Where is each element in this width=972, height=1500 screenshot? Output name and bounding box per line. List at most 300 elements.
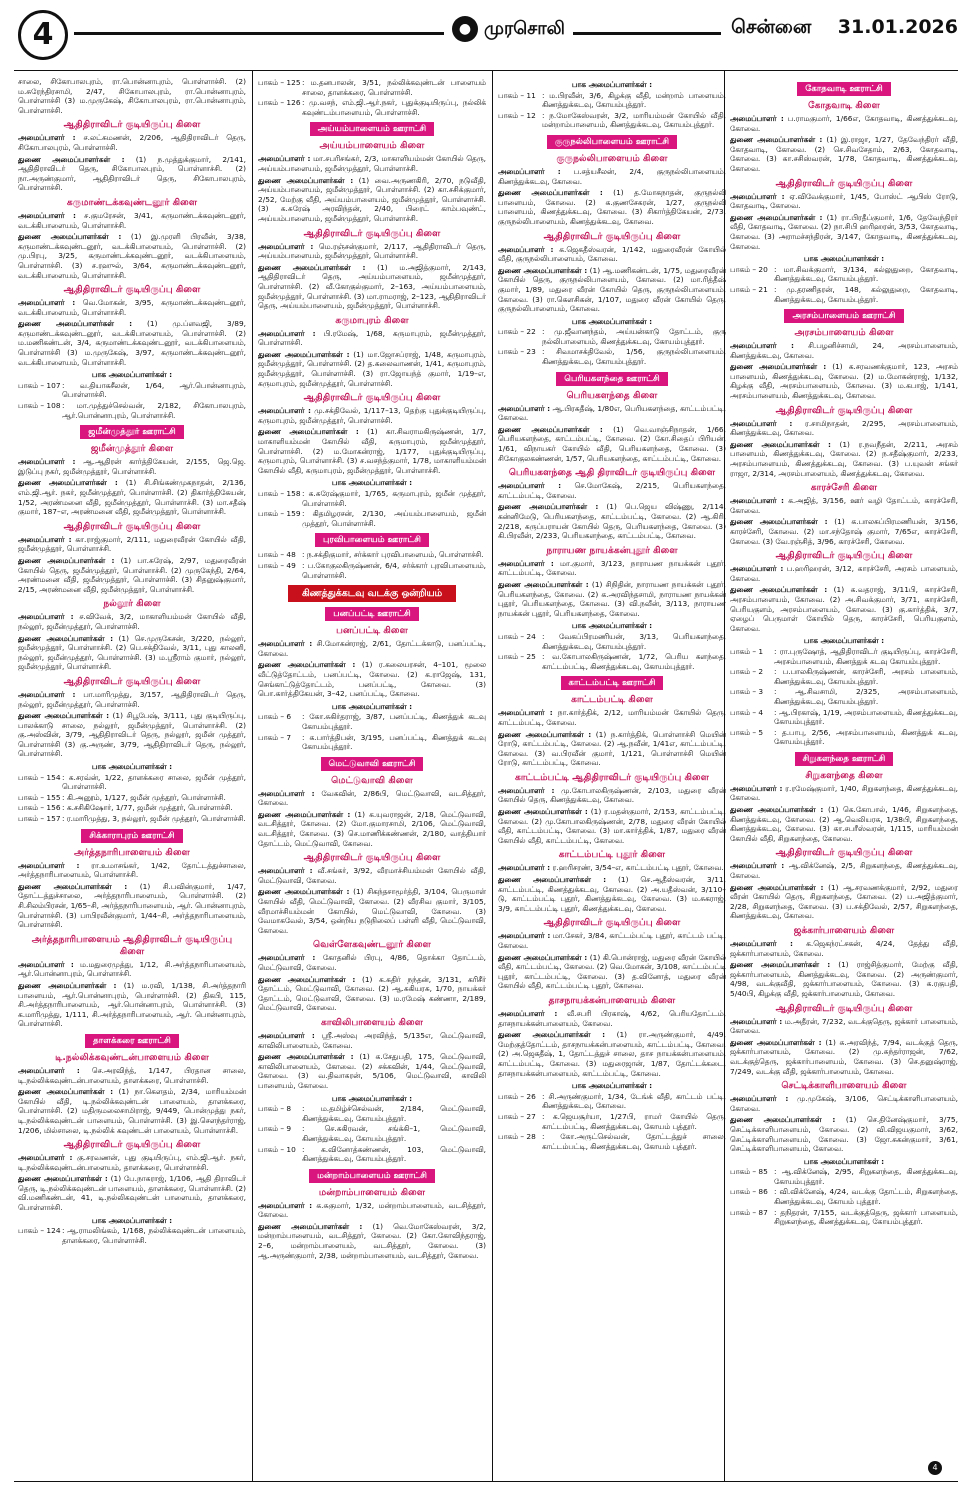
- member-details: (1) கி.பொன்ராஜ், மதுரை வீரன் கோயில் வீதி, காட்டம்பட்டி, கோவை. (2) வெ.மோகன், 3/108, காட்டம்பட்டி புதூர், காட்டம்பட்டி, கோவை. (3) த.வினோத், மதுரை வீரன் கோயில் வீதி, காட்டம்பட்டி புதூர், கோவை.: [498, 952, 726, 991]
- member-entry: [730, 135, 958, 173]
- ward-entry: [18, 381, 246, 400]
- heading-label: மெட்டுவாவி ஊராட்சி: [321, 757, 424, 771]
- city: சென்னை: [731, 16, 812, 38]
- member-details: (1) சிநிதின், நாராயண நாயக்கன் புதூர், பெரியகளந்தை, கோவை. (2) க.அரவிந்தசாமி, நாராயண நாயக்கன் புதூர், பெரியகளந்தை, கோவை. (3) வி.நவீன், 3/113, நாராயண நாயக்கன் புதூர், பெரியகளந்தை, கோவை.: [498, 579, 726, 618]
- ward-entry: [730, 708, 958, 727]
- heading-label: குருநல்லிபாளையம் ஊராட்சி: [547, 135, 677, 149]
- member-details: (1) க.யுவராஜன், 2/18, மெட்டுவாவி, வடசித்தூர், கோவை. (2) மோ.குமாரசாமி, 2/106, மெட்டுவாவி, வடசித்தூர், கோவை. (3) செ.மாணிக்கண்ணன், 2/180, வாத்தியார் தோட்டம், மெட்டுவாவி, கோவை.: [258, 809, 486, 848]
- ward-entry: [258, 489, 486, 508]
- branch-heading: கோதவாடி கிளை: [808, 100, 880, 111]
- ward-entry: [258, 78, 486, 97]
- member-details: மா.சபரிசங்கர், 2/3, மாகாளியம்மன் கோயில் தெரு, அய்யம்பாளையம், ஜமீன்முத்தூர், பொள்ளாச்சி.: [258, 154, 486, 173]
- ward-number: பாகம் – 28: [498, 1132, 536, 1142]
- member-entry: [730, 939, 958, 958]
- role-label: துணை அமைப்பாளர்கள் :: [18, 555, 115, 565]
- panchayat-heading: [498, 135, 726, 149]
- role-label: துணை அமைப்பாளர்கள் :: [730, 135, 823, 145]
- ward-number: பாகம் – 107: [18, 380, 61, 390]
- ward-number: பாகம் – 154: [18, 772, 61, 782]
- panchayat-heading: [498, 372, 726, 386]
- member-details: (1) க.சரவணக்குமார், 123, அரசம் பாளையம், கிணத்துக்கடவு, கோவை. (2) ம.மோகன்ராஜ், 1/132, கிழக்கு வீதி, அரசம்பாளையம், கோவை. (3) ம.கபாஜ், 1/141, அரசம்பாளையம், கிணத்துக்கடவு, கோவை.: [730, 362, 958, 401]
- ward-details: : க.சரவ்ன், 1/22, தாளக்கரை சாலை, ஜமீன் முத்தூர், பொள்ளாச்சி.: [62, 772, 246, 792]
- ward-entry: [258, 98, 486, 117]
- member-details: (1) பா.சுரேஷ், 2/97, மதுரைவீரன் கோயில் தெரு, ஜமீன்முத்தூர், பொள்ளாச்சி. (2) முருகேந்தி, 2/64, அரண்மனை வீதி, ஜமீன்முத்தூர், பொள்ளாச்சி. (3) சிதனுஷ்குமார், 2/15, அரண்மனை வீதி, ஜமீன்முத்தூர், பொள்ளாச்சி.: [18, 555, 246, 594]
- member-entry: [498, 188, 726, 226]
- ward-details: : மா.சிவக்குமார், 3/134, கல்லுதுறை, கோதவாடி, கிணத்துக்கடவு, கோயம்புத்தூர்.: [774, 264, 958, 284]
- role-label: அமைப்பாளர் :: [730, 341, 794, 351]
- member-entry: [18, 457, 246, 476]
- branch-heading: ஆதிதிராவிடர் குடியிருப்பு கிளை: [775, 177, 913, 189]
- member-entry: [498, 953, 726, 991]
- member-entry: [258, 660, 486, 698]
- ward-entry: [258, 1145, 486, 1164]
- member-details: ம.அதீரன், 7/232, வடக்குதெரு, ஜக்கார் பாளையம், கோவை.: [730, 1016, 958, 1036]
- member-entry: [498, 580, 726, 618]
- branch-heading: ஆதிதிராவிடர் குடியிருப்பு கிளை: [543, 917, 681, 929]
- branch-heading: ஆதிதிராவிடர் குடியிருப்பு கிளை: [63, 520, 201, 532]
- member-entry: [258, 263, 486, 311]
- ward-number: பாகம் – 159: [258, 509, 301, 519]
- ward-details: : ரா.புருஷோத், ஆதிதிராவிடர் குடியிருப்பு, காரச்சேரி, அரசம்பாளையம், கிணத்துக் கடவு கோயம்புத்தூர்.: [774, 646, 958, 666]
- member-entry: [258, 329, 486, 348]
- member-details: க.ஜெகந்ரட்சகன், 4/24, தேத்து வீதி, ஜக்கார்பாளையம், கோவை.: [730, 939, 958, 958]
- member-details: (1) இ.ராஜா, 1/27, தேவேந்திரர் வீதி, கோதவாடி, கோவை. (2) செ.சிவசேதாம், 2/63, கோதவாடி, கோவை. (3) கா.சசிஸ்வரன், 1/78, கோதவாடி, கிணத்துக்கடவு, கோவை.: [730, 135, 958, 173]
- member-entry: [498, 875, 726, 913]
- role-label: துணை அமைப்பாளர்கள் :: [730, 439, 832, 449]
- member-details: ஆ.ஆதிரன் கார்த்திகேயன், 2/155, ஜெ.ஜெ. இடுப்பு நகர், ஜமீன்முத்தூர், பொள்ளாச்சி.: [18, 457, 246, 476]
- role-label: அமைப்பாளர் :: [258, 866, 313, 876]
- member-details: (1) ந.கார்த்திக், பொள்ளாச்சி மெயின் ரோடு, காட்டம்பட்டி, கோவை. (2) ஆ.நவீன், 1/41எ, காட்டம்பட்டி, கோவை. (3) வ.பிரவீன் குமார், 1/121, பொள்ளாச்சி மெயின் ரோடு, காட்டம்பட்டி, கோவை.: [498, 729, 726, 768]
- ward-details: : வ.தியாகசீலன், 1/64, ஆர்.பொன்னாபுரம், பொள்ளாச்சி.: [62, 380, 246, 400]
- member-details: க.ஜெகதீஸ்வரன், 1/142, மதுரைவீரன் கோயில் வீதி, குருநல்லிபாளையம், கோவை.: [498, 244, 726, 264]
- ward-entry: [498, 1112, 726, 1131]
- paper-name: முரசொலி: [484, 17, 565, 39]
- member-entry: [498, 730, 726, 768]
- ward-entry: [498, 91, 726, 110]
- role-label: துணை அமைப்பாளர்கள் :: [498, 579, 589, 589]
- ward-details: : கோ.சுகிர்தராஜ், 3/87, பனப்பட்டி, கிணத்துக் கடவு கோயம்புத்தூர்.: [302, 712, 486, 731]
- ward-entry: [730, 687, 958, 706]
- member-entry: [498, 425, 726, 463]
- branch-heading: பெரியகளந்தை ஆதி திராவிடர் குடியிருப்பு கிளை: [508, 467, 716, 479]
- member-entry: [258, 427, 486, 475]
- member-details: வீ.சங்கர், 3/92, வீரமாச்சியம்மன் கோயில் வீதி, மெட்டுவாவி, கோவை.: [258, 866, 486, 885]
- ward-details: : ப.பாலகிருஷ்ணன், காரச்சேரி, அரசம் பாளையம், கிணத்துக்கடவு, கோயம்புத்தூர்.: [774, 667, 958, 686]
- branch-heading: மன்றாம்பாளையம் கிளை: [318, 1186, 426, 1198]
- branch-heading: ஜமீன்முத்தூர் கிளை: [90, 443, 174, 455]
- ward-number: பாகம் – 155: [18, 792, 61, 802]
- role-label: துணை அமைப்பாளர்கள் :: [730, 212, 823, 222]
- role-label: அமைப்பாளர் :: [498, 166, 561, 176]
- branch-heading: பனப்பட்டி கிளை: [336, 625, 408, 637]
- member-entry: [730, 1017, 958, 1036]
- branch-heading: ஆதிதிராவிடர் குடியிருப்பு கிளை: [63, 284, 201, 296]
- member-details: ப.சத்யசீலன், 2/4, குருநல்லிபாளையம், கிணத்துக்கடவு, கோவை.: [498, 166, 726, 186]
- role-label: அமைப்பாளர் :: [258, 154, 311, 164]
- column-2: [258, 77, 486, 1475]
- role-label: துணை அமைப்பாளர்கள் :: [258, 1052, 354, 1062]
- role-label: துணை அமைப்பாளர்கள் :: [498, 875, 607, 885]
- ward-number: பாகம் – 49: [258, 560, 296, 570]
- role-label: துணை அமைப்பாளர்கள் :: [498, 424, 603, 434]
- ward-number: பாகம் – 11: [498, 90, 536, 100]
- ward-number: பாகம் – 156: [18, 803, 61, 813]
- ward-entry: [730, 667, 958, 686]
- role-label: அமைப்பாளர் :: [498, 558, 554, 568]
- ward-entry: [498, 1092, 726, 1111]
- member-entry: [18, 155, 246, 193]
- ward-details: : ப.கோகுலகிருஷ்ணன், 6/4, சர்க்கார் புரவிபாளையம், பொள்ளாச்சி.: [302, 560, 486, 580]
- ward-entry: [498, 652, 726, 671]
- role-label: அமைப்பாளர் :: [730, 783, 783, 793]
- member-details: (1) க.சேதுபதி, 175, மெட்டுவாவி, காவிலிபாளையம், கோவை. (2) சக்கவின், 1/44, மெட்டுவாவி, கோவை. (3) வ.திவாகரன், 5/106, மெட்டுவாவி, காவிலி பாளையம், கோவை.: [258, 1052, 486, 1090]
- member-entry: [730, 341, 958, 360]
- member-entry: [18, 861, 246, 880]
- role-label: துணை அமைப்பாளர்கள் :: [730, 362, 827, 372]
- member-details: ச.குமரேசன், 3/41, கருமாண்டக்கவுண்டனூர், வடக்கிபாளையம், பொள்ளாச்சி.: [18, 210, 246, 230]
- branch-heading: கருமாண்டக்கவுண்டனூர் கிளை: [66, 196, 198, 208]
- ward-details: : கோ.அருட்செல்வன், தோட்டத்துச் சாலை, காட்டம்பட்டி, கிணத்துக்கடவு, கோயம் புத்தூர்.: [542, 1132, 726, 1151]
- ward-details: : மா.முத்துச்செல்வன், 2/182, சிகோபாலபுரம், ஆர்.பொன்னாபுரம், பொள்ளாச்சி.: [62, 401, 246, 420]
- member-entry: [498, 404, 726, 423]
- role-label: அமைப்பாளர் :: [258, 406, 311, 416]
- member-details: (1) க.கதிர் நந்தன், 3/131, கரிசீர் தோட்டம், மெட்டுவாவி, கோவை. (2) ஆ.சுகியரசு, 1/70, நாயக்கர் தோட்டம், மெட்டுவாவி, கோவை. (3) ம.ரமேஷ் கண்ணா, 2/189, மெட்டுவாவி, கோவை.: [258, 974, 486, 1013]
- ward-details: : ம.தனபாலன், 3/51, நல்லிக்கவுண்டன் பாளையம் சாலை, தாளக்கரை, பொள்ளாச்சி.: [302, 78, 486, 97]
- dateline: [721, 16, 958, 41]
- ward-entry: [498, 1132, 726, 1151]
- member-entry: [18, 319, 246, 367]
- member-details: (1) மு.ப்ளவஜி, 3/89, கருமாண்டக்கவுண்டனூர், வடக்கிபாளையம், பொள்ளாச்சி. (2) ம.மணிகண்டன், 3/4, கருமாண்டக்கவுண்டனூர், வடக்கிபாளையம், பொள்ளாச்சி (3) ம.முருகேஷ், 3/97, கருமாண்டக்கவுண்டனூர், வடக்கிபாளையம், பொள்ளாச்சி.: [18, 319, 246, 367]
- role-label: அமைப்பாளர் :: [498, 708, 553, 718]
- member-details: (1) சி.சிங்கண்முகநாதன், 2/136, எம்.ஜி.ஆர். நகர், ஜமீன்முத்தூர், பொள்ளாச்சி. (2) திகார்த்திகேயன், 1/52, அரண்மனை வீதி, ஜமீன்முத்தூர், பொள்ளாச்சி. (3) மா.சதீஷ் குமார், 187–எ, அரண்மனை வீதி, ஜமீன்முத்தூர், பொள்ளாச்சி.: [18, 478, 246, 517]
- heading-label: சிக்காராபுரம் ஊராட்சி: [81, 829, 182, 843]
- member-details: (1) கா.சிவராமகிருஷ்ணன், 1/7, மாகாளியம்மன் கோயில் வீதி, கருமாபுரம், ஜமீன்முத்தூர், பொள்ளாச்சி. (2) ம.மோகன்ராஜ், 1/177, புதுக்குடியிருப்பு, கருமாபுரம், பொள்ளாச்சி. (3) ச.வசந்த்குமார், 1/78, மாகாளியம்மன் கோயில் வீதி, கருமாபுரம், ஜமீன்முத்தூர், பொள்ளாச்சி.: [258, 427, 486, 475]
- member-entry: [258, 887, 486, 935]
- member-entry: [258, 1052, 486, 1090]
- member-details: (1) வெ.வாஞ்சிநாதன், 1/66, பெரியகளந்தை, காட்டம்பட்டி, கோவை. (2) கோ.சிதைப் பிரியன், 1/61, விநாயகர் கோயில் வீதி, பெரியகளந்தை, கோவை. (3) சிகோகுலகண்ணன், 1/57, பெரியகளந்தை, காட்டம்பட்டி, கோவை.: [498, 424, 726, 463]
- ward-number: பாகம் – 24: [498, 631, 536, 641]
- role-label: துணை அமைப்பாளர்கள் :: [730, 1115, 836, 1125]
- member-details: ச.விவேக், 3/2, மாகாளியம்மன் கோயில் வீதி, நல்லூர், ஜமீன்முத்தூர், பொள்ளாச்சி.: [18, 612, 246, 631]
- member-details: பா.மாரிமுத்து, 3/157, ஆதிதிராவிடர் தெரு, நல்லூர், ஜமீன்முத்தூர், பொள்ளாச்சி.: [18, 689, 246, 709]
- member-details: க.அஜித், 3/156, ஊர் வழி தோட்டம், காரச்சேரி, கோவை.: [730, 496, 958, 515]
- member-entry: [730, 883, 958, 921]
- ward-details: : ந.மோகேஸ்வரன், 3/2, மாரியம்மன் கோயில் வீதி, மன்றாம்பாளையம், கிணத்துக்கடவு, கோயம்புத்தூர்.: [542, 110, 726, 130]
- member-entry: [18, 1174, 246, 1212]
- branch-heading: குருநல்லிபாளையம் கிளை: [556, 152, 668, 164]
- member-entry: [730, 419, 958, 438]
- member-details: கா.ராஜ்குமார், 2/111, மதுரைவீரன் கோயில் வீதி, ஜமீன்முத்தூர், பொள்ளாச்சி.: [18, 534, 246, 554]
- role-label: அமைப்பாளர் :: [730, 496, 784, 506]
- member-entry: [730, 192, 958, 211]
- date: 31.01.2026: [837, 16, 958, 38]
- ward-number: பாகம் – 3: [730, 687, 764, 697]
- column-divider: [492, 71, 493, 1481]
- member-entry: [258, 350, 486, 388]
- heading-label: காட்டம்பட்டி ஊராட்சி: [561, 676, 664, 690]
- branch-heading: ஆதிதிராவிடர் குடியிருப்பு கிளை: [775, 404, 913, 416]
- branch-heading: ஆதிதிராவிடர் குடியிருப்பு கிளை: [775, 550, 913, 562]
- role-label: அமைப்பாளர் :: [18, 133, 76, 143]
- member-details: (1) கெ.கோபால், 1/46, சிறுகளந்தை, கிணத்துக்கடவு, கோவை. (2) ஆ.வெலியரசு, 1/38பி, சிறுகளந்தை, கிணத்துக்கடவு, கோவை. (3) கா.சபரீஸ்வரன், 1/115, மாரியம்மன் கோயில் வீதி, சிறுகளந்தை, கோவை.: [730, 805, 958, 843]
- ward-details: : மு.தரணிதரன், 148, கல்லுதுறை, கோதவாடி, கிணத்துக்கடவு, கோயம்புத்தூர்.: [774, 284, 958, 304]
- ward-entry: [498, 327, 726, 346]
- member-entry: [730, 1115, 958, 1153]
- ward-details: : க.சுரேஷ்குமார், 1/765, கருமாபுரம், ஜமீன் முத்தூர், பொள்ளாச்சி.: [302, 489, 486, 508]
- section-label: பாக அமைப்பாளர்கள் :: [91, 370, 173, 380]
- masthead: [14, 8, 958, 62]
- branch-heading: தாசநாயக்கன்பாளையம் கிளை: [548, 994, 676, 1006]
- member-details: (1) ரா.அருண்குமார், 4/49, மேற்குத்தோட்டம், தாசநாயக்கன்பாளையம், காட்டம்பட்டி, கோவை. (2) அ.ஜெகதீஷ், 1, தோட்டத்துச் சாலை, தாச நாயக்கன்பாளையம், காட்டம்பட்டி, கோவை. (3) மதுரைஜான், 1/87, தோட்டக்கடை, தாசநாயக்கன்பாளையம், காட்டம்பட்டி, கோவை.: [498, 1030, 726, 1078]
- ward-entry: [18, 773, 246, 792]
- role-label: அமைப்பாளர் :: [18, 298, 76, 308]
- ward-details: : க.வினோத்கண்ணன், 103, மெட்டுவாவி, கிணத்துக்கடவு, கோயம்புத்தூர்.: [302, 1144, 486, 1164]
- role-label: துணை அமைப்பாளர்கள் :: [258, 809, 351, 819]
- ward-entry: [18, 803, 246, 813]
- ward-number: பாகம் – 124: [18, 1226, 61, 1236]
- member-entry: [730, 440, 958, 478]
- ward-entry: [498, 111, 726, 130]
- heading-label: கோதவாடி ஊராட்சி: [797, 82, 891, 96]
- role-label: துணை அமைப்பாளர்கள் :: [498, 1030, 606, 1040]
- ward-details: : ஆ.பிரகாஷ், 1/19, அரசம்பாளையம், கிணத்துக்கடவு, கோயம்புத்தூர்.: [774, 707, 958, 727]
- role-label: அமைப்பாளர் :: [258, 1030, 315, 1040]
- role-label: அமைப்பாளர் :: [18, 612, 74, 622]
- member-entry: [18, 882, 246, 930]
- role-label: துணை அமைப்பாளர்கள் :: [730, 1037, 822, 1047]
- role-label: அமைப்பாளர் :: [730, 939, 793, 948]
- ward-number: பாகம் – 27: [498, 1111, 536, 1121]
- role-label: துணை அமைப்பாளர்கள் :: [730, 585, 828, 595]
- ward-number: பாகம் – 6: [258, 712, 292, 722]
- column-3: [498, 77, 726, 1475]
- ward-entry: [498, 347, 726, 366]
- role-label: துணை அமைப்பாளர்கள் :: [730, 805, 824, 815]
- ward-details: : மு.வசந், எம்.ஜி.ஆர்.நகர், புதுக்குடியிருப்பு, நல்லிக் கவுண்டம்பாளையம், பொள்ளாச்சி.: [302, 98, 486, 117]
- member-details: நா.கார்த்திக், 2/12, மாரியம்மன் கோயில் தெரு, காட்டம்பட்டி, கோவை.: [498, 708, 726, 727]
- role-label: அமைப்பாளர் :: [18, 1153, 73, 1163]
- role-label: துணை அமைப்பாளர்கள் :: [730, 517, 828, 527]
- section-label: பாக அமைப்பாளர்கள் :: [571, 621, 653, 631]
- ward-number: பாகம் – 157: [18, 814, 61, 824]
- role-label: துணை அமைப்பாளர்கள் :: [18, 980, 117, 990]
- member-details: சி.பழனிச்சாமி, 24, அரசம்பாளையம், கிணத்துக்கடவு, கோவை.: [730, 341, 958, 360]
- role-label: துணை அமைப்பாளர்கள் :: [498, 502, 599, 512]
- rooster-icon: ●: [452, 16, 478, 42]
- member-entry: [730, 585, 958, 633]
- ward-details: : வேகப்பிரமணியன், 3/13, பெரியகளந்தை, கிணத்துக்கடவு, கோயம்புத்தூர்.: [542, 631, 726, 651]
- member-entry: [258, 810, 486, 848]
- branch-heading: ஆதிதிராவிடர் குடியிருப்பு கிளை: [63, 119, 201, 131]
- member-details: வெ.மோகன், 3/95, கருமாண்டக்கவுண்டனூர், வடக்கிபாளையம், பொள்ளாச்சி.: [18, 298, 246, 317]
- member-details: க.சுகுமார், 1/32, மன்றாம்பாளையம், வடசித்தூர், கோவை.: [258, 1200, 486, 1220]
- role-label: துணை அமைப்பாளர்கள் :: [258, 887, 350, 897]
- member-entry: [258, 1031, 486, 1050]
- member-entry: [18, 690, 246, 709]
- role-label: துணை அமைப்பாளர்கள் :: [18, 154, 125, 164]
- member-entry: [498, 931, 726, 950]
- section-label: பாக அமைப்பாளர்கள் :: [803, 636, 885, 646]
- panchayat-heading: [730, 309, 958, 323]
- role-label: துணை அமைப்பாளர்கள் :: [498, 952, 588, 962]
- member-details: (1) ந.முத்துக்குமார், 2/141, ஆதிதிராவிடர் தெரு, சிகோபாலபுரம், பொள்ளாச்சி. (2) நா.அருண்குமார், ஆதிதிராவிடர் தெரு, சிகோபாலபுரம், பொள்ளாச்சி.: [18, 154, 246, 193]
- role-label: துணை அமைப்பாளர்கள் :: [258, 974, 356, 984]
- ward-details: : சிவமாசக்திவேல், 1/56, குருநல்லிபாளையம், கிணத்துக்கடவு, கோயம்புத்தூர்.: [542, 347, 726, 367]
- member-details: (1) சிபூபேஷ், 3/111, புது குடியிருப்பு, பாலக்காடு சாலை, நல்லூர், ஜமீன்முத்தூர், பொள்ளாச்சி. (2) கு.அஸ்வின், 3/79, ஆதிதிராவிடர் தெரு, நல்லூர், ஜமீன் முத்தூர், பொள்ளாச்சி (3) கு.அருண், 3/79, ஆதிதிராவிடர் தெரு, நல்லூர், பொள்ளாச்சி.: [18, 711, 246, 759]
- role-label: அமைப்பாளர் :: [730, 861, 785, 871]
- ward-entry: [730, 1187, 958, 1206]
- ward-number: பாகம் – 48: [258, 550, 296, 560]
- member-entry: [498, 266, 726, 314]
- member-entry: [18, 478, 246, 516]
- panchayat-heading: [18, 829, 246, 843]
- member-entry: [730, 496, 958, 515]
- ward-number: பாகம் – 26: [498, 1091, 536, 1101]
- member-details: மா.குமார், 3/123, நாராயண நாயக்கன் புதூர், காட்டம்பட்டி, கோவை.: [498, 558, 726, 578]
- role-label: அமைப்பாளர் :: [18, 1065, 80, 1075]
- member-details: (1) வெ.மோகேஸ்வரன், 3/2, மன்றாம்பாளையம், வடசித்தூர், கோவை. (2) கோ.கோவிந்தராஜ், 2–6, மன்றாம்பாளையம், வடசித்தூர், கோவை. (3) ஆ.அருண்குமார், 2/38, மன்றாம்பாளையம், வடசித்தூர், கோவை.: [258, 1221, 486, 1260]
- branch-heading: கருமாபுரம் கிளை: [335, 314, 409, 326]
- branch-heading: ஆதிதிராவிடர் குடியிருப்பு கிளை: [775, 847, 913, 859]
- ward-number: பாகம் – 87: [730, 1207, 768, 1217]
- branch-heading: டி.நல்லிக்கவுண்டன்பாளையம் கிளை: [55, 1051, 209, 1063]
- member-details: கோதனில் பிரபு, 4/86, தொக்கா தோட்டம், மெட்டுவாவி, கோவை.: [258, 953, 486, 972]
- member-details: (1) செ.தினேஷ்குமார், 3/75, செட்டிக்காளிபாளையம், கோவை. (2) வி.விஜயகுமார், 3/62, செட்டிக்காளிபாளையம், கோவை. (3) ஜோ.சுகன்குமார், 3/61, செட்டிக்காளிபாளையம், கோவை.: [730, 1115, 958, 1154]
- branch-heading: ஜக்கார்பாளையம் கிளை: [793, 925, 895, 936]
- ward-details: : தநிதரன், 7/155, வடக்குத்தெரு, ஜக்கார் பாளையம், சிறுகளந்தை, கிணத்துக்கடவு, கோயம்புத்தூர்.: [774, 1207, 958, 1227]
- member-entry: [498, 1009, 726, 1028]
- ward-details: : ந.சக்திகுமார், சர்க்கார் புரவிபாளையம், பொள்ளாச்சி.: [302, 550, 484, 560]
- member-details: ம.மதுரைமுத்து, 1/12, சி.அர்த்தநாரிபாளையம், ஆர்.பொன்னாபுரம், பொள்ளாச்சி.: [18, 959, 246, 979]
- ward-number: பாகம் – 5: [730, 727, 764, 737]
- member-entry: [18, 1087, 246, 1135]
- member-details: மு.கோபாலகிருஷ்ணன், 2/103, மதுரை வீரன் கோயில் தெரு, கிணத்துக்கடவு, கோவை.: [498, 785, 726, 805]
- member-entry: [258, 1201, 486, 1220]
- member-details: (1) ர.கலையரசன், 4–101, மூலை வீட்டுத்தோட்டம், பனப்பட்டி, கோவை. (2) க.ராஜேஷ், 131, செங்காட்டுத்தோட்டம், பனப்பட்டி, கோவை. (3) பொ.கார்த்திகேயன், 3–42, பனப்பட்டி, கோவை.: [258, 660, 486, 699]
- ward-number: பாகம் – 23: [498, 347, 536, 357]
- role-label: துணை அமைப்பாளர்கள் :: [18, 1087, 114, 1097]
- member-details: (1) சு.அரவிந்த், 7/94, வடக்குத் தெரு, ஜக்கார்பாளையம், கோவை. (2) மு.சுந்தர்ராஜன், 7/62, வடக்குத்தெரு, ஜக்கார்பாளையம், கோவை. (3) செ.தனுஷ்ராஜ், 7/249, வடக்கு வீதி, ஜக்கார்பாளையம், கோவை.: [730, 1037, 958, 1076]
- role-label: அமைப்பாளர் :: [730, 191, 785, 201]
- role-label: துணை அமைப்பாளர்கள் :: [730, 882, 824, 892]
- panchayat-heading: [18, 1034, 246, 1048]
- ward-entry: [18, 1226, 246, 1245]
- member-details: ஆ.பிரகதீஷ், 1/80எ, பெரியகளந்தை, காட்டம்பட்டி, கோவை.: [498, 403, 726, 423]
- member-entry: [258, 176, 486, 224]
- role-label: துணை அமைப்பாளர்கள் :: [18, 711, 110, 721]
- member-entry: [18, 556, 246, 594]
- ward-number: பாகம் – 22: [498, 327, 536, 337]
- member-details: ஆ.விக்னேஷ், 2/5, சிறுகளந்தை, கிணத்துக்கடவு, கோவை.: [730, 861, 958, 881]
- branch-heading: பெரியகளந்தை கிளை: [566, 389, 658, 401]
- member-entry: [730, 805, 958, 843]
- ward-entry: [498, 632, 726, 651]
- member-details: ச.லட்சுமணன், 2/206, ஆதிதிராவிடர் தெரு, சிகோபாலபுரம், பொள்ளாச்சி.: [18, 133, 246, 152]
- member-entry: [730, 213, 958, 251]
- member-details: மா.சேகர், 3/84, காட்டம்பட்டி புதூர், காட்டம் பட்டி, கோவை.: [498, 931, 726, 950]
- member-entry: [730, 1038, 958, 1076]
- role-label: அமைப்பாளர் :: [258, 1200, 313, 1210]
- panchayat-heading: [498, 676, 726, 690]
- member-entry: [498, 863, 726, 873]
- section-label: பாக அமைப்பாளர்கள் :: [571, 1081, 653, 1091]
- ward-entry: [258, 1124, 486, 1143]
- member-details: கு.சரவணன், புது குடியிருப்பு, எம்.ஜி.ஆர். நகர், டி.நல்லிக்கவுண்டன்பாளையம், தாளக்கரை, பொள்ளாச்சி.: [18, 1153, 246, 1172]
- member-entry: [18, 711, 246, 759]
- member-entry: [18, 1153, 246, 1172]
- member-details: சி.மோகன்ராஜ், 2/61, தோட்டக்காடு, பனப்பட்டி, கோவை.: [258, 639, 486, 658]
- ward-details: : க.சசிகிஷோர், 1/77, ஜமீன் முத்தூர், பொள்ளாச்சி.: [62, 803, 233, 813]
- role-label: துணை அமைப்பாளர்கள் :: [498, 729, 592, 739]
- ward-entry: [258, 561, 486, 580]
- member-entry: [258, 1222, 486, 1260]
- branch-heading: அர்த்தநாரிபாளையம் ஆதிதிராவிடர் குடியிருப்பு கிளை: [31, 933, 233, 957]
- ward-details: : செ.சுகிரவன், சங்க்கி–1, மெட்டுவாவி, கிணத்துக்கடவு, கோயம்புத்தூர்.: [302, 1124, 486, 1143]
- ward-entry: [258, 733, 486, 752]
- member-details: ஸ்ரீ.அஸ்வு அரவிந்த், 5/135எ, மெட்டுவாவி, காவிலிபாளையம், கோவை.: [258, 1030, 486, 1050]
- branch-heading: வெள்ளேகவுண்டனூர் கிளை: [313, 939, 431, 951]
- ward-details: : ம.பிரவீன், 3/6, கிழக்கு வீதி, மன்றாம் பாளையம், கிணத்துக்கடவு, கோயம்புத்தூர்.: [542, 90, 726, 110]
- heading-label: பெரியகளந்தை ஊராட்சி: [556, 372, 667, 386]
- panchayat-heading: [258, 1169, 486, 1183]
- branch-heading: ஆதிதிராவிடர் குடியிருப்பு கிளை: [63, 675, 201, 687]
- member-entry: [730, 362, 958, 400]
- branch-heading: காரச்சேரி கிளை: [810, 482, 878, 494]
- member-details: (1) சிகந்தசாமூர்த்தி, 3/104, பெருமாள் கோயில் வீதி, மெட்டுவாவி, கோவை. (2) வீரசிவ குமார், 3/105, வீரமாச்சியம்மன் கோயில், மெட்டுவாவி, கோவை. (3) வேமாகவேல், 3/54, ஒன்றிய நடுநிலைப் பள்ளி வீதி, மெட்டுவாவி, கோவை.: [258, 887, 486, 935]
- branch-heading: ஆதிதிராவிடர் குடியிருப்பு கிளை: [63, 1139, 201, 1151]
- member-entry: [498, 708, 726, 727]
- ward-details: : ஆ.விக்னேஷ், 2/95, சிறுகளந்தை, கிணத்துக்கடவு, கோயம்புத்தூர்.: [774, 1167, 958, 1186]
- member-details: (1) பே.நாகராஜ், 1/106, ஆதி திராவிடர் தெரு, டி.நல்லிக்கவுண்டன் பாளையம், தாளக்கரை, பொள்ளாச்சி. (2) வி.மணிகண்டன், 41, டி.நல்லிகவுண்டன் பாளையம், தாளக்கரை, பொள்ளாச்சி.: [18, 1174, 246, 1213]
- member-details: (1) ஆ.மணிகண்டன், 1/75, மதுரைவீரன் கோயில் தெரு, குருநல்லிபாளையம், கோவை. (2) மா.ரித்தீஷ் குமார், 1/89, மதுரை வீரன் கோயில் தெரு, குருநல்லிபாளையம், கோவை. (3) ரா.கௌசிகன், 1/107, மதுரை வீரன் கோயில் தெரு, குருநல்லிபாளையம், கோவை.: [498, 265, 726, 314]
- branch-heading: அரசம்பாளையம் கிளை: [794, 327, 894, 339]
- heading-label: மன்றாம்பாளையம் ஊராட்சி: [309, 1169, 435, 1183]
- panchayat-heading: [730, 82, 958, 96]
- ward-entry: [258, 509, 486, 528]
- member-entry: [258, 953, 486, 972]
- member-details: சாலை, சிகோபாலபுரம், ரா.பொன்னாபுரம், பொள்ளாச்சி. (2) ம.சுரேந்திரசாமி, 2/47, சிகோபாலபுரம், ரா.பொன்னாபுரம், பொள்ளாச்சி (3) ம.முருகேஷ், சிகோபாலபுரம், ரா.பொன்னாபுரம், பொள்ளாச்சி.: [18, 77, 246, 115]
- ward-number: பாகம் – 7: [258, 732, 292, 742]
- ward-details: : வ.கோபாலகிருஷ்ணன், 1/72, பெரிய களந்தை, காட்டம்பட்டி, கிணத்துக்கடவு, கோயம்புத்தூர்.: [542, 652, 726, 671]
- role-label: துணை அமைப்பாளர்கள் :: [18, 478, 118, 488]
- branch-heading: அர்த்தநாரிபாளையம் கிளை: [74, 846, 190, 858]
- member-details: (1) மா.ஜோசப்ராஜ், 1/48, கருமாபுரம், ஜமீன்முத்தூர், பொள்ளாச்சி. (2) த.கலைவாணன், 1/41, கருமாபுரம், ஜமீன்முத்தூர், பொள்ளாச்சி. (3) ரா.ஜோயந்த் குமார், 1/19–எ, கருமாபுரம், ஜமீன்முத்தூர், பொள்ளாச்சி.: [258, 349, 486, 388]
- member-details: (1) க.பாலசுப்பிரமணியன், 3/156, காரச்சேரி, கோவை. (2) மா.சந்தோஷ் குமார், 7/65எ, காரச்சேரி, கோவை. (3) வே.ரஞ்சித், 3/96, காரச்சேரி, கோவை.: [730, 517, 958, 546]
- column-4: [730, 77, 958, 1475]
- ward-details: : ம.தமிழ்ச்செல்வன், 2/184, மெட்டுவாவி, கிணத்துக்கடவு, கோயம்புத்தூர்.: [302, 1104, 486, 1123]
- ward-number: பாகம் – 85: [730, 1167, 768, 1177]
- member-details: (1) செ.ஆதீஸ்வரன், 3/11, காட்டம்பட்டி, கிணத்துக்கடவு, கோவை. (2) அ.யதீஸ்வன், 3/110–டு, காட்டம்பட்டி புதூர், கிணத்துக்கடவு, கோவை. (3) ம.சுகராஜ், 3/9, காட்டம்பட்டி புதூர், கிணத்துக்கடவு, கோவை.: [498, 875, 726, 913]
- branch-heading: காட்டம்பட்டி புதூர் கிளை: [558, 849, 666, 861]
- ward-number: பாகம் – 125: [258, 78, 301, 87]
- role-label: துணை அமைப்பாளர்கள் :: [18, 319, 133, 329]
- role-label: அமைப்பாளர் :: [498, 244, 554, 254]
- ward-number: பாகம் – 86: [730, 1187, 768, 1197]
- ward-number: பாகம் – 20: [730, 264, 768, 274]
- role-label: அமைப்பாளர் :: [18, 959, 74, 969]
- ward-entry: [18, 793, 246, 803]
- role-label: அமைப்பாளர் :: [498, 403, 551, 413]
- ward-number: பாகம் – 12: [498, 110, 536, 120]
- member-entry: [18, 634, 246, 672]
- member-details: (1) சி.பவின்குமார், 1/47, தோட்டத்துச்சாலை, அர்த்தநாரிபாளையம், பொள்ளாச்சி. (2) சி.சிலம்பிரசன், 1/65–சி, அர்த்தநாரிபாளையம், ஆர். பொன்னாபுரம், பொள்ளாச்சி. (3) பாபிரவீன்குமார், 1/44–சி, அர்த்தநாரிபாளையம், பொள்ளாச்சி.: [18, 881, 246, 930]
- ward-details: : த.பாபு, 2/56, அரசம்பாளையம், கிணத்துக் கடவு, கோயம்புத்தூர்.: [774, 727, 958, 747]
- member-entry: [18, 232, 246, 280]
- member-details: (1) ம.அஜித்குமார், 2/143, ஆதிதிராவிடர் தெரு, அய்யம்பாளையம், ஜமீன்முத்தூர், பொள்ளாச்சி. (2) வீ.கோகுல்குமார், 2–163, அய்யம்பாளையம், ஜமீன்முத்தூர், பொள்ளாச்சி. (3) மா.ராமராஜ், 2–123, ஆதிதிராவிடர் தெரு, அய்யம்பாளையம், ஜமீன்முத்தூர், பொள்ளாச்சி.: [258, 262, 486, 311]
- role-label: அமைப்பாளர் :: [498, 481, 562, 491]
- role-label: அமைப்பாளர் :: [258, 639, 313, 649]
- branch-heading: காட்டம்பட்டி ஆதிதிராவிடர் குடியிருப்பு கிளை: [514, 771, 710, 783]
